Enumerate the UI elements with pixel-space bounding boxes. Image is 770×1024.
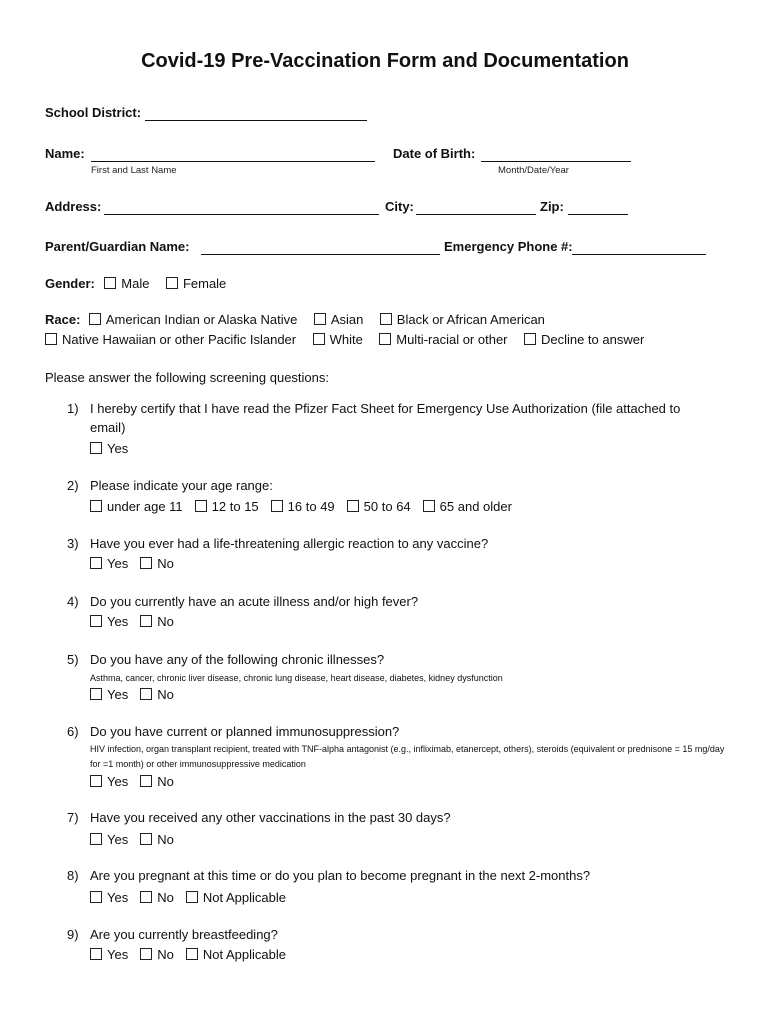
checkbox[interactable]	[186, 891, 198, 903]
race-option[interactable]: Decline to answer	[524, 332, 644, 347]
question-text: Are you currently breastfeeding?	[90, 927, 278, 942]
question-note: Asthma, cancer, chronic liver disease, chronic lung disease, heart disease, diabetes, kidney dysfunction	[90, 673, 503, 683]
question-number: 6)	[67, 724, 79, 739]
answer-option-label: No	[157, 947, 174, 962]
answer-option-label: No	[157, 890, 174, 905]
checkbox[interactable]	[166, 277, 178, 289]
checkbox[interactable]	[140, 948, 152, 960]
screening-intro: Please answer the following screening questions:	[45, 370, 330, 385]
question-options	[90, 773, 186, 791]
question-options	[90, 889, 298, 907]
race-row-1	[45, 311, 557, 329]
answer-option-label: Yes	[107, 890, 129, 905]
answer-option-label: No	[157, 774, 174, 789]
checkbox[interactable]	[140, 688, 152, 700]
question-text: I hereby certify that I have read the Pfizer Fact Sheet for Emergency Use Authorization (file attached to	[90, 401, 681, 416]
gender-option-female[interactable]: Female	[166, 276, 226, 291]
question-text: Have you ever had a life-threatening allergic reaction to any vaccine?	[90, 536, 489, 551]
checkbox[interactable]	[90, 891, 102, 903]
answer-option-label: Yes	[107, 687, 129, 702]
answer-option[interactable]	[90, 832, 128, 847]
checkbox[interactable]	[347, 500, 359, 512]
name-field[interactable]	[91, 161, 375, 162]
checkbox[interactable]	[379, 333, 391, 345]
question-options	[90, 946, 298, 964]
question-text: Do you have any of the following chronic illnesses?	[90, 652, 385, 667]
race-option[interactable]: Asian	[314, 312, 364, 327]
emergency-phone-field[interactable]	[572, 254, 706, 255]
dob-field[interactable]	[481, 161, 631, 162]
answer-option-label: No	[157, 556, 174, 571]
name-hint: First and Last Name	[91, 165, 177, 176]
guardian-label: Parent/Guardian Name:	[45, 239, 190, 254]
gender-row	[45, 275, 238, 293]
answer-option-label: Yes	[107, 947, 129, 962]
question-note: HIV infection, organ transplant recipient, treated with TNF-alpha antagonist (e.g., infliximab, etanercept, others), steroids (equivalent or prednisone = 15 mg/day for =1 month) or other immunosuppressive medication	[90, 744, 725, 769]
answer-option-label: 50 to 64	[363, 499, 411, 514]
checkbox[interactable]	[90, 442, 102, 454]
checkbox[interactable]	[89, 313, 101, 325]
checkbox[interactable]	[195, 500, 207, 512]
checkbox[interactable]	[380, 313, 392, 325]
checkbox[interactable]	[90, 615, 102, 627]
answer-option[interactable]	[90, 441, 128, 456]
answer-option[interactable]	[195, 499, 259, 514]
answer-option-label: No	[157, 832, 174, 847]
answer-option-label: No	[157, 687, 174, 702]
answer-option[interactable]	[90, 890, 128, 905]
dob-hint: Month/Date/Year	[498, 165, 569, 176]
city-label: City:	[385, 199, 414, 214]
name-label: Name:	[45, 146, 85, 161]
answer-option-label: Yes	[107, 614, 129, 629]
question-text: Please indicate your age range:	[90, 478, 273, 493]
checkbox[interactable]	[90, 557, 102, 569]
race-option[interactable]: White	[313, 332, 363, 347]
city-field[interactable]	[416, 214, 536, 215]
answer-option[interactable]	[140, 556, 174, 571]
checkbox[interactable]	[186, 948, 198, 960]
question-number: 1)	[67, 401, 79, 416]
answer-option[interactable]	[90, 687, 128, 702]
question-options	[90, 613, 186, 631]
question-number: 8)	[67, 868, 79, 883]
question-text: Do you currently have an acute illness and/or high fever?	[90, 594, 419, 609]
question-options	[90, 831, 186, 849]
question-options	[90, 440, 140, 458]
question-number: 5)	[67, 652, 79, 667]
answer-option-label: Yes	[107, 774, 129, 789]
race-option[interactable]: Native Hawaiian or other Pacific Islander	[45, 332, 296, 347]
answer-option-label: Yes	[107, 556, 129, 571]
answer-option[interactable]	[140, 774, 174, 789]
address-label: Address:	[45, 199, 102, 214]
answer-option[interactable]	[140, 614, 174, 629]
answer-option[interactable]	[90, 556, 128, 571]
school-district-field[interactable]	[145, 120, 367, 121]
question-number: 4)	[67, 594, 79, 609]
checkbox[interactable]	[140, 891, 152, 903]
race-row-2	[45, 331, 656, 349]
page-title: Covid-19 Pre-Vaccination Form and Documentation	[141, 50, 629, 72]
answer-option-label: under age 11	[107, 499, 183, 514]
race-option[interactable]: American Indian or Alaska Native	[89, 312, 297, 327]
question-text-continued: email)	[90, 420, 126, 435]
gender-label: Gender:	[45, 276, 95, 291]
race-label: Race:	[45, 312, 81, 327]
checkbox[interactable]	[271, 500, 283, 512]
answer-option-label: Not Applicable	[202, 947, 286, 962]
answer-option[interactable]	[90, 499, 183, 514]
checkbox[interactable]	[90, 500, 102, 512]
checkbox[interactable]	[90, 688, 102, 700]
answer-option-label: 16 to 49	[287, 499, 335, 514]
address-field[interactable]	[104, 214, 379, 215]
answer-option[interactable]	[423, 499, 512, 514]
answer-option[interactable]	[90, 774, 128, 789]
checkbox[interactable]	[90, 948, 102, 960]
question-number: 7)	[67, 810, 79, 825]
zip-label: Zip:	[540, 199, 564, 214]
answer-option-label: 12 to 15	[211, 499, 259, 514]
zip-field[interactable]	[568, 214, 628, 215]
dob-label: Date of Birth:	[393, 146, 476, 161]
checkbox[interactable]	[313, 333, 325, 345]
checkbox[interactable]	[314, 313, 326, 325]
answer-option-label: No	[157, 614, 174, 629]
question-number: 9)	[67, 927, 79, 942]
answer-option-label: Yes	[107, 832, 129, 847]
answer-option-label: 65 and older	[439, 499, 512, 514]
question-options	[90, 555, 186, 573]
answer-option[interactable]	[271, 499, 335, 514]
answer-option[interactable]	[186, 890, 286, 905]
answer-option[interactable]	[140, 832, 174, 847]
answer-option-label: Yes	[107, 441, 129, 456]
answer-option[interactable]	[186, 947, 286, 962]
question-text: Do you have current or planned immunosuppression?	[90, 724, 400, 739]
checkbox[interactable]	[104, 277, 116, 289]
question-options	[90, 498, 524, 516]
school-district-label: School District:	[45, 105, 142, 120]
checkbox[interactable]	[140, 557, 152, 569]
question-text: Have you received any other vaccinations in the past 30 days?	[90, 810, 451, 825]
answer-option[interactable]	[347, 499, 411, 514]
checkbox[interactable]	[423, 500, 435, 512]
question-number: 2)	[67, 478, 79, 493]
checkbox[interactable]	[524, 333, 536, 345]
answer-option[interactable]	[140, 947, 174, 962]
answer-option[interactable]	[140, 687, 174, 702]
question-options	[90, 686, 186, 704]
emergency-phone-label: Emergency Phone #:	[444, 239, 573, 254]
guardian-field[interactable]	[201, 254, 440, 255]
race-option[interactable]: Black or African American	[380, 312, 545, 327]
checkbox[interactable]	[140, 775, 152, 787]
answer-option[interactable]	[90, 947, 128, 962]
question-number: 3)	[67, 536, 79, 551]
race-option[interactable]: Multi-racial or other	[379, 332, 507, 347]
answer-option[interactable]	[90, 614, 128, 629]
checkbox[interactable]	[45, 333, 57, 345]
checkbox[interactable]	[140, 833, 152, 845]
checkbox[interactable]	[90, 833, 102, 845]
checkbox[interactable]	[90, 775, 102, 787]
answer-option-label: Not Applicable	[202, 890, 286, 905]
question-text: Are you pregnant at this time or do you plan to become pregnant in the next 2-months?	[90, 868, 591, 883]
checkbox[interactable]	[140, 615, 152, 627]
answer-option[interactable]	[140, 890, 174, 905]
gender-option-male[interactable]: Male	[104, 276, 149, 291]
